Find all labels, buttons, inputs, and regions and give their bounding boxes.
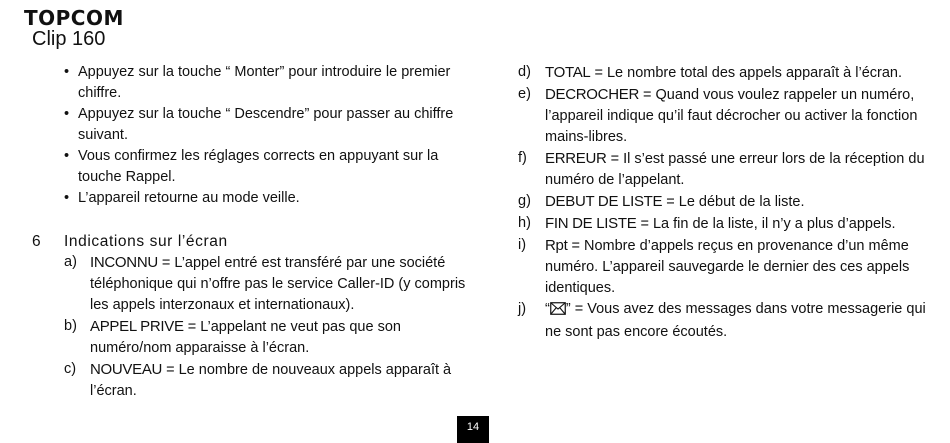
item-term: ERREUR [545,150,607,167]
list-item [518,148,928,191]
list-item [518,191,928,213]
item-text: = Nombre d’appels reçus en provenance d’un même numéro. L’appareil sauvegarde le dernier des ces appels identiques. [545,238,910,296]
bullet-item: • Appuyez sur la touche “ Monter” pour introduire le premier chiffre. [62,62,462,104]
item-label: i) [518,237,527,253]
item-term: NOUVEAU [90,361,163,378]
list-item [32,316,472,359]
item-text: = Quand vous voulez rappeler un numéro, l’appareil indique qu’il faut décrocher ou activer la fonction mains-libres. [545,87,918,145]
close-quote: ” [565,301,571,317]
open-quote: “ [545,301,550,317]
bullet-item: • Vous confirmez les réglages corrects en appuyant sur la touche Rappel. [62,146,462,188]
item-label: h) [518,215,531,231]
item-text: = Le début de la liste. [662,194,805,210]
list-item [518,235,928,299]
model-name: Clip 160 [32,28,106,50]
item-text: = Vous avez des messages dans votre messagerie qui ne sont pas encore écoutés. [545,301,926,340]
list-item [518,213,928,235]
item-label: a) [64,254,77,270]
list-item [32,359,472,402]
page-number: 14 [457,416,489,443]
item-text: = La fin de la liste, il n’y a plus d’appels. [636,216,896,232]
right-item-list [518,62,928,343]
bullet-item: • Appuyez sur la touche “ Descendre” pour passer au chiffre suivant. [62,104,462,146]
item-label: g) [518,193,531,209]
item-text: = L’appelant ne veut pas que son numéro/nom apparaisse à l’écran. [90,319,401,356]
item-label: b) [64,318,77,334]
item-term: APPEL PRIVE [90,318,184,335]
item-label: c) [64,361,77,377]
item-label: f) [518,150,527,166]
item-term: FIN DE LISTE [545,215,637,232]
screen-indications-section [32,231,472,402]
section-title: Indications sur l’écran [64,233,228,250]
bullet-item: • L’appareil retourne au mode veille. [62,188,462,209]
item-term: INCONNU [90,254,158,271]
item-text: = L’appel entré est transféré par une société téléphonique qui n’offre pas le service Caller-ID (y compris les appels interzonaux et internationaux). [90,255,466,313]
item-term: DECROCHER [545,86,639,103]
list-item [32,252,472,316]
item-term: Rpt [545,237,568,254]
left-bullet-list [62,62,462,209]
section-number: 6 [32,233,41,250]
item-term: TOTAL [545,64,591,81]
envelope-icon [550,301,566,322]
item-label: j) [518,301,527,317]
item-text: = Le nombre total des appels apparaît à l’écran. [590,65,903,81]
list-item [518,62,928,84]
item-term: DEBUT DE LISTE [545,193,663,210]
brand-logo: TOPCOM [24,6,124,30]
item-label: d) [518,64,531,80]
item-label: e) [518,86,531,102]
list-item [518,299,928,343]
list-item [518,84,928,148]
item-text: = Il s’est passé une erreur lors de la réception du numéro de l’appelant. [545,151,925,188]
item-text: = Le nombre de nouveaux appels apparaît à l’écran. [90,362,452,399]
